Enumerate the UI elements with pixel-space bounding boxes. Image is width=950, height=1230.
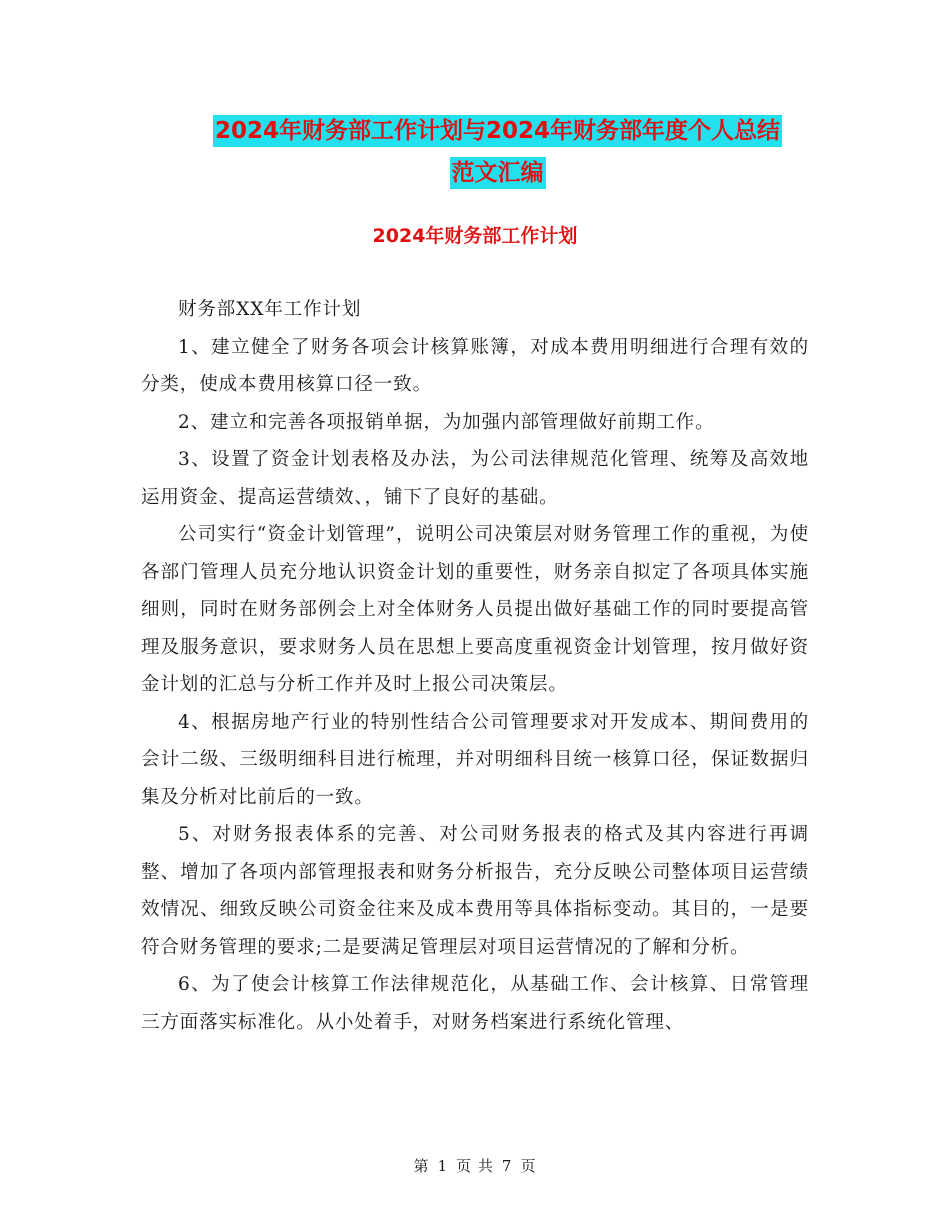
- footer-middle: 页 共: [456, 1157, 494, 1175]
- paragraph: 公司实行“资金计划管理”，说明公司决策层对财务管理工作的重视，为使各部门管理人员充分地认识资金计划的重要性，财务亲自拟定了各项具体实施细则，同时在财务部例会上对全体财务人员提出做好基础工作的同时要提高管理及服务意识，要求财务人员在思想上要高度重视资金计划管理，按月做好资金计划的汇总与分析工作并及时上报公司决策层。: [141, 524, 809, 695]
- footer-page-number: 1: [437, 1157, 449, 1175]
- document-body: [141, 291, 809, 1041]
- paragraph: 2、建立和完善各项报销单据，为加强内部管理做好前期工作。: [178, 411, 715, 433]
- document-title-line-1: 2024年财务部工作计划与2024年财务部年度个人总结: [213, 115, 782, 147]
- section-heading: 2024年财务部工作计划: [372, 225, 578, 247]
- footer-suffix: 页: [520, 1157, 537, 1175]
- paragraph: 财务部XX年工作计划: [178, 299, 362, 320]
- document-title: [140, 110, 855, 194]
- paragraph: 4、根据房地产行业的特别性结合公司管理要求对开发成本、期间费用的会计二级、三级明细科目进行梳理，并对明细科目统一核算口径，保证数据归集及分析对比前后的一致。: [141, 711, 809, 808]
- paragraph: 6、为了使会计核算工作法律规范化，从基础工作、会计核算、日常管理三方面落实标准化。从小处着手，对财务档案进行系统化管理、: [141, 974, 809, 1033]
- paragraph: 3、设置了资金计划表格及办法，为公司法律规范化管理、统筹及高效地运用资金、提高运营绩效、，铺下了良好的基础。: [141, 449, 809, 508]
- paragraph: 5、对财务报表体系的完善、对公司财务报表的格式及其内容进行再调整、增加了各项内部管理报表和财务分析报告，充分反映公司整体项目运营绩效情况、细致反映公司资金往来及成本费用等具体指标变动。其目的，一是要符合财务管理的要求;二是要满足管理层对项目运营情况的了解和分析。: [141, 824, 809, 958]
- paragraph: 1、建立健全了财务各项会计核算账簿，对成本费用明细进行合理有效的分类，使成本费用核算口径一致。: [141, 336, 809, 395]
- footer-prefix: 第: [413, 1157, 430, 1175]
- page-footer: [0, 1155, 950, 1176]
- document-title-line-2: 范文汇编: [450, 157, 546, 189]
- footer-total-pages: 7: [501, 1157, 513, 1175]
